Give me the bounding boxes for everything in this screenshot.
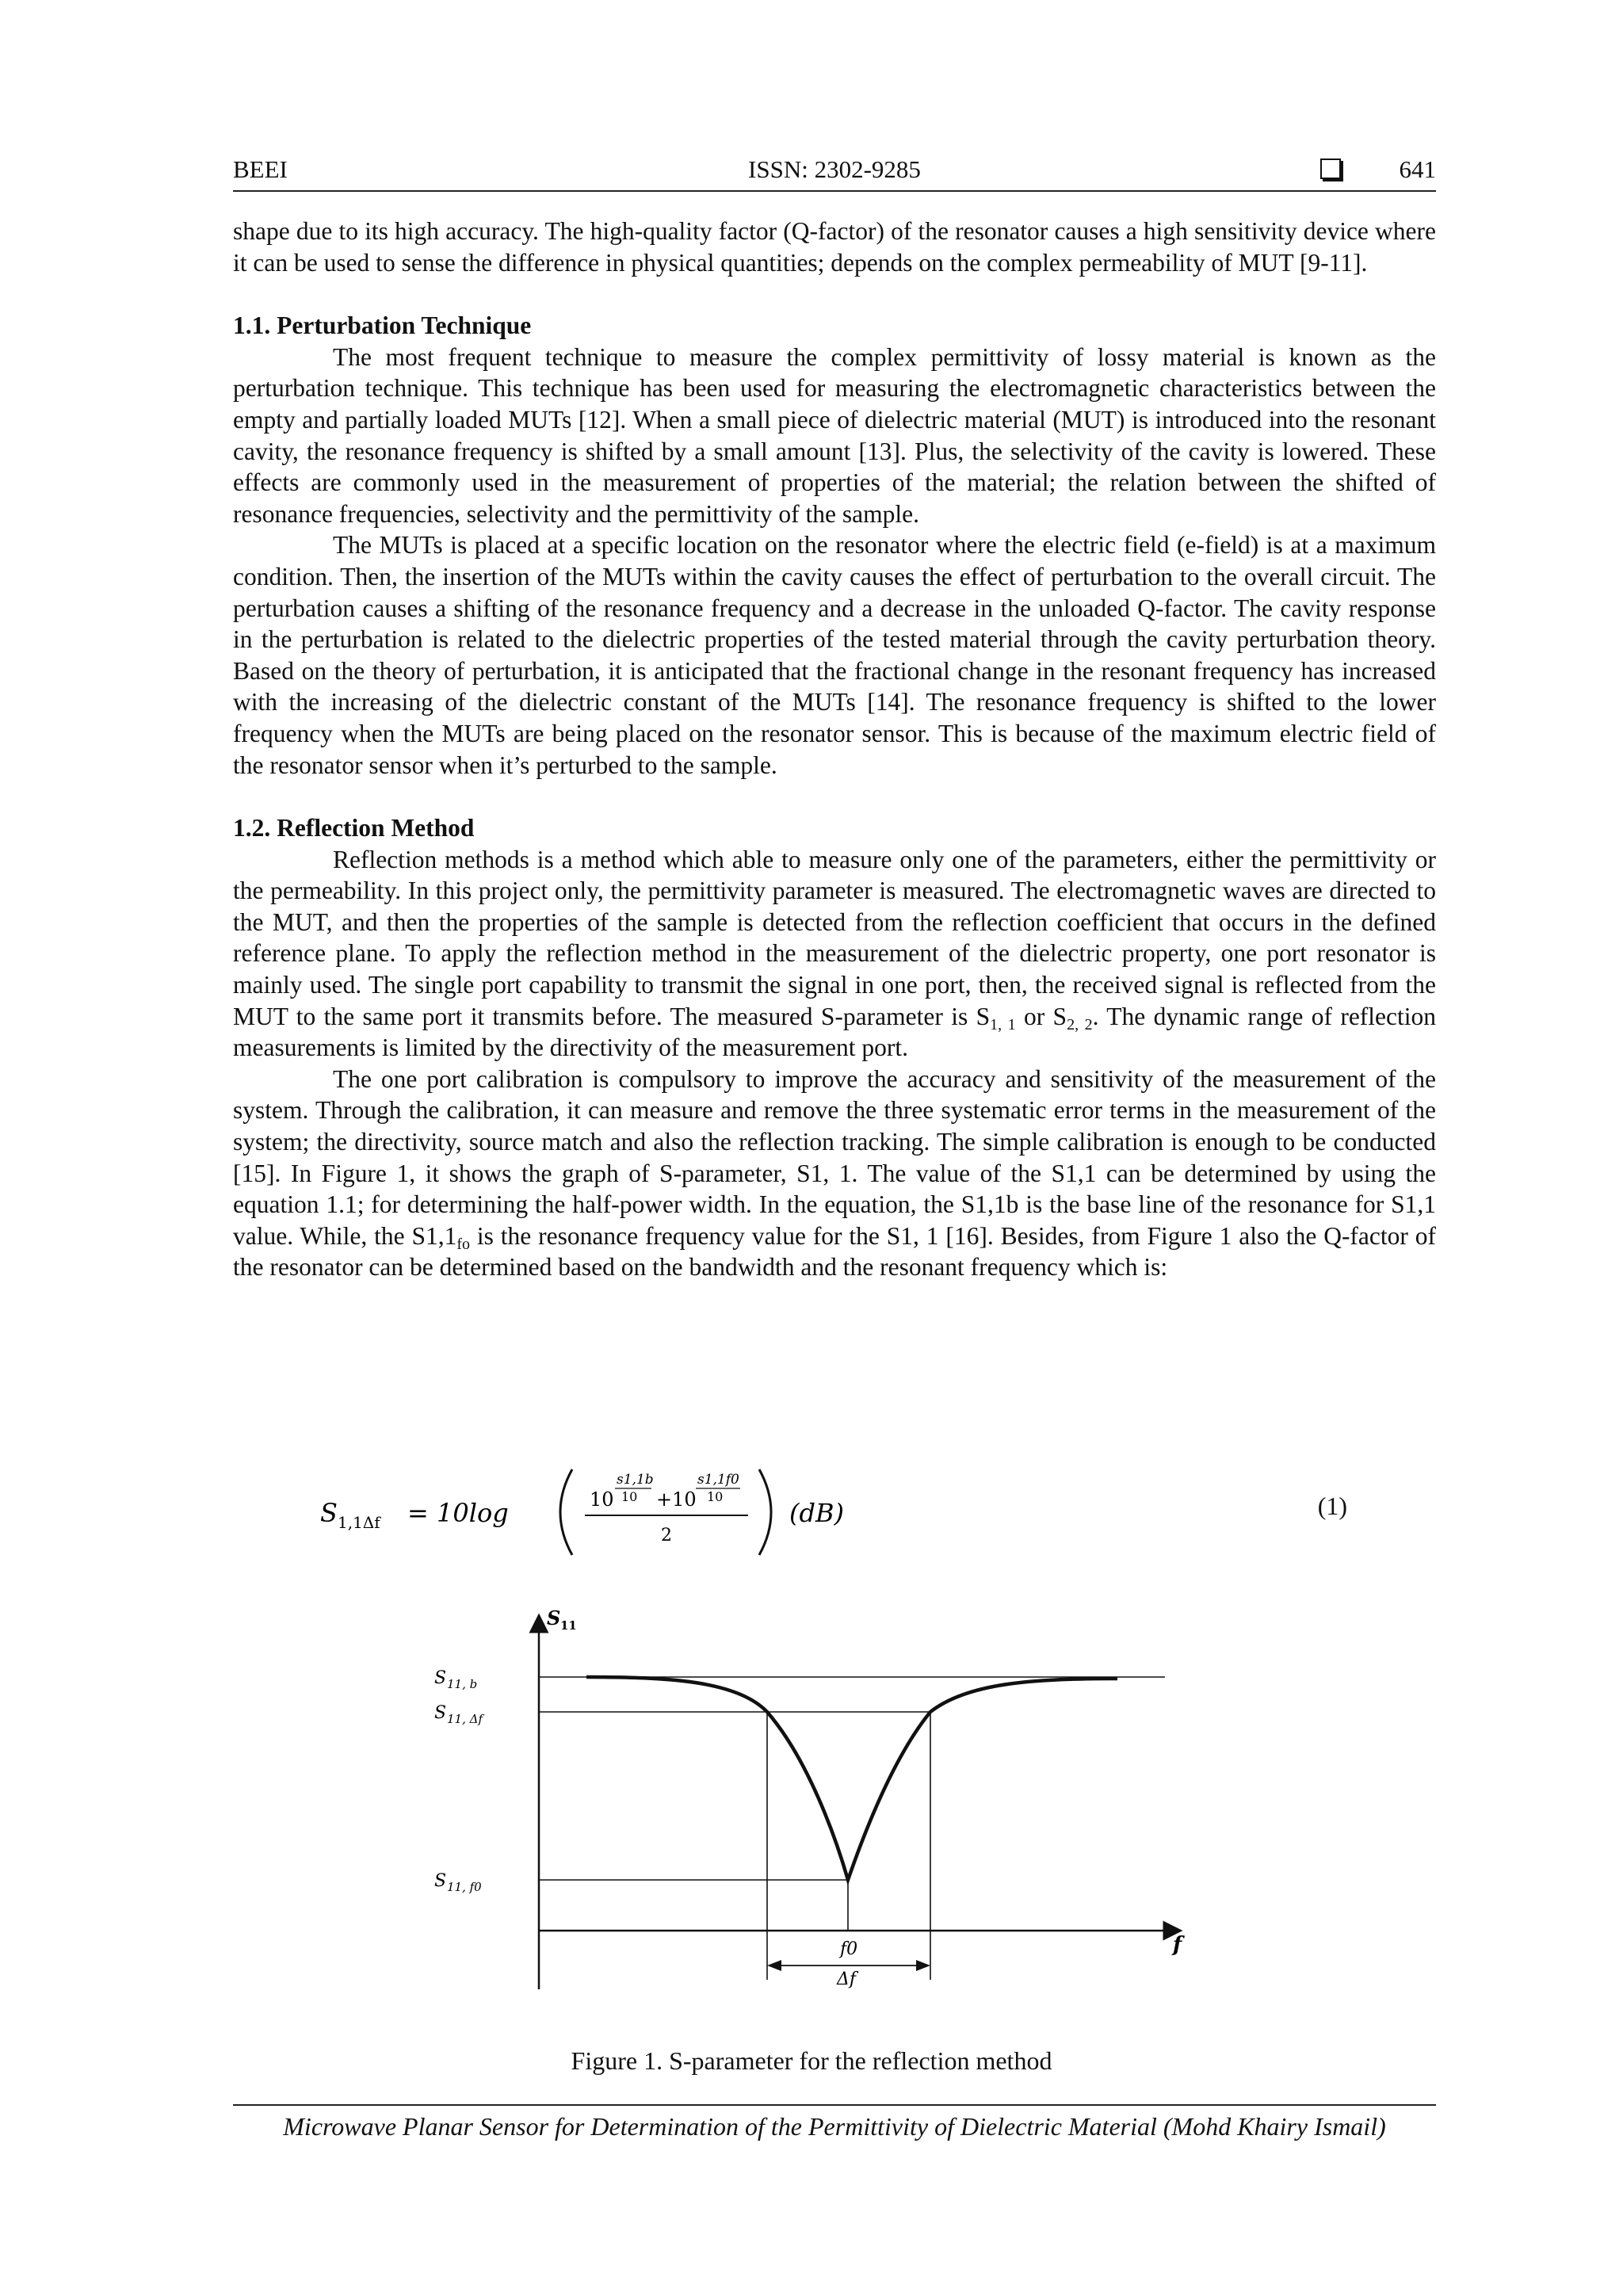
paragraph-reflection-2 (233, 1064, 1436, 1283)
eq-exp-1-top: s1,1b (617, 1472, 654, 1488)
eq-num-base-1: 10 (590, 1488, 614, 1511)
paragraph-perturbation-1: The most frequent technique to measure the complex permittivity of lossy material is known as the perturbation technique. This technique has been used for measuring the electromagnetic characteristics between the empty and partially loaded MUTs [12]. When a small piece of dielectric material (MUT) is introduced into the resonant cavity, the resonance frequency is shifted by a small amount [13]. Plus, the selectivity of the cavity is lowered. These effects are commonly used in the measurement of properties of the material; the relation between the shifted of resonance frequencies, selectivity and the permittivity of the sample. (233, 342, 1436, 528)
eq-exp-1-bot: 10 (621, 1489, 638, 1504)
label-s11f0: S (434, 1871, 447, 1891)
right-paren (759, 1469, 771, 1555)
eq-denominator: 2 (661, 1526, 672, 1545)
eq-exp-2-top: s1,1f0 (697, 1472, 739, 1488)
eq-lhs: S (320, 1498, 338, 1528)
equation-number: (1) (1317, 1492, 1347, 1520)
page-number: 641 (1399, 155, 1436, 183)
figure-caption: Figure 1. S-parameter for the reflection method (571, 2046, 1052, 2075)
resonance-curve (586, 1677, 1117, 1880)
text-run: The one port calibration is compulsory to improve the accuracy and sensitivity of the measurement of the system. Through the calibration, it can measure and remove the three systematic error terms in the measurement of the system; the directivity, source match and also the reflection tracking. The simple calibration is enough to be conducted [15]. In Figure 1, it shows the graph of S-parameter, S1, 1. The value of the S1,1 can be determined by using the equation 1.1; for determining the half-power width. In the equation, the S1,1b is the base line of the resonance for S1,1 value. While, the S1,1 (233, 1064, 1436, 1250)
text-run: is the resonance frequency value for the S1, 1 [16]. Besides, from Figure 1 also the Q-factor of the resonator can be determined based on the bandwidth and the resonant frequency which is: (233, 1221, 1436, 1282)
paragraph-reflection-1 (233, 844, 1436, 1064)
issn: ISSN: 2302-9285 (748, 155, 921, 183)
text-run: Reflection methods is a method which able to measure only one of the parameters, either the permittivity or the permeability. In this project only, the permittivity parameter is measured. The electromagnetic waves are directed to the MUT, and then the properties of the sample is detected from the reflection coefficient that occurs in the defined reference plane. To apply the reflection method in the measurement of the dielectric property, one port resonator is mainly used. The single port capability to transmit the signal in one port, then, the received signal is reflected from the MUT to the same port it transmits before. The measured S-parameter is S (233, 845, 1436, 1030)
y-axis-label: S (547, 1606, 561, 1629)
left-paren (560, 1469, 572, 1555)
page-footer: Microwave Planar Sensor for Determination of the Permittivity of Dielectric Material (Mohd Khairy Ismail) (233, 2104, 1436, 2141)
subscript: fo (456, 1235, 471, 1253)
label-f0: f0 (840, 1939, 858, 1959)
label-delta-f: Δf (837, 1969, 857, 1989)
text-run: . The dynamic range of reflection measurements is limited by the directivity of the measurement port. (233, 1002, 1437, 1062)
journal-name: BEEI (233, 155, 288, 183)
eq-lhs-sub: 1,1Δf (338, 1513, 380, 1532)
equation-svg (320, 1458, 1033, 1561)
eq-plus: +10 (656, 1488, 697, 1511)
label-s11b-sub: 11, b (447, 1677, 478, 1691)
label-s11b: S (434, 1668, 447, 1688)
eq-unit: (dB) (789, 1498, 844, 1528)
eq-exp-2-bot: 10 (707, 1489, 724, 1504)
label-s11df-sub: 11, Δf (447, 1712, 483, 1726)
eq-equals: = 10log (407, 1498, 509, 1528)
subscript: 1, 1 (990, 1015, 1016, 1033)
section-heading-perturbation: 1.1. Perturbation Technique (233, 311, 532, 340)
equation-1 (233, 1458, 1436, 1561)
text-run: or S (1015, 1002, 1067, 1030)
arrowhead-right (916, 1960, 930, 1971)
subscript: 2, 2 (1067, 1015, 1093, 1033)
x-axis-label: f (1173, 1933, 1182, 1957)
body-text (233, 216, 1436, 1283)
paragraph-intro: shape due to its high accuracy. The high-quality factor (Q-factor) of the resonator causes a high sensitivity device where it can be used to sense the difference in physical quantities; depends on the complex permeability of MUT [9-11]. (233, 217, 1436, 277)
label-s11df: S (434, 1703, 447, 1723)
arrowhead-left (767, 1960, 781, 1971)
label-s11f0-sub: 11, f0 (447, 1880, 482, 1894)
checkbox-icon (1320, 159, 1341, 179)
y-axis-label-sub: 11 (560, 1618, 577, 1633)
section-heading-reflection: 1.2. Reflection Method (233, 814, 475, 842)
figure-1 (428, 1601, 1220, 2029)
page-header (233, 155, 1436, 192)
paragraph-perturbation-2: The MUTs is placed at a specific location on the resonator where the electric field (e-field) is at a maximum condition. Then, the insertion of the MUTs within the cavity causes the effect of perturbation to the overall circuit. The perturbation causes a shifting of the resonance frequency and a decrease in the unloaded Q-factor. The cavity response in the perturbation is related to the dielectric properties of the tested material through the cavity perturbation theory. Based on the theory of perturbation, it is anticipated that the fractional change in the resonant frequency has increased with the increasing of the dielectric constant of the MUTs [14]. The resonance frequency is shifted to the lower frequency when the MUTs are being placed on the resonator sensor. This is because of the maximum electric field of the resonator sensor when it’s perturbed to the sample. (233, 531, 1436, 779)
